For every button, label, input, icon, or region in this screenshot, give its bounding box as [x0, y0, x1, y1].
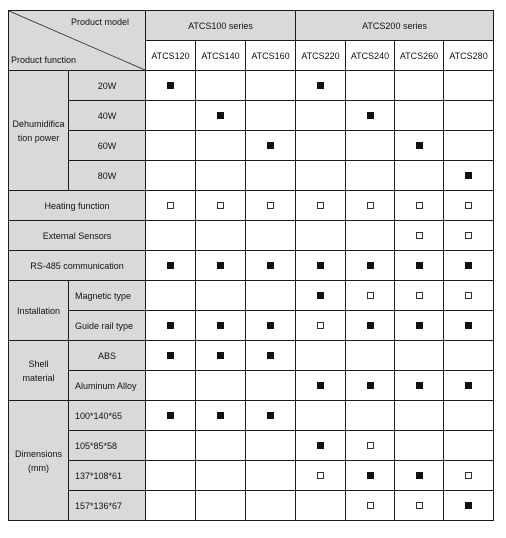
mark-cell: [444, 221, 494, 251]
filled-square-icon: [267, 142, 274, 149]
mark-cell: [444, 161, 494, 191]
filled-square-icon: [367, 262, 374, 269]
open-square-icon: [465, 232, 472, 239]
table-row: [9, 311, 494, 341]
filled-square-icon: [167, 82, 174, 89]
mark-cell: [296, 371, 346, 401]
mark-cell: [196, 341, 246, 371]
filled-square-icon: [416, 262, 423, 269]
filled-square-icon: [317, 82, 324, 89]
mark-cell: [296, 311, 346, 341]
mark-cell: [146, 161, 196, 191]
group-label-line: Shell: [28, 358, 49, 369]
open-square-icon: [465, 202, 472, 209]
mark-cell: [444, 371, 494, 401]
mark-cell: [346, 71, 395, 101]
mark-cell: [146, 101, 196, 131]
sub-function-label: 80W: [69, 161, 146, 191]
mark-cell: [196, 161, 246, 191]
mark-cell: [146, 311, 196, 341]
open-square-icon: [367, 292, 374, 299]
filled-square-icon: [217, 262, 224, 269]
mark-cell: [395, 341, 444, 371]
open-square-icon: [167, 202, 174, 209]
mark-cell: [196, 461, 246, 491]
group-label-line: Installation: [16, 305, 61, 316]
mark-cell: [296, 161, 346, 191]
table-row: [9, 491, 494, 521]
mark-cell: [346, 251, 395, 281]
mark-cell: [346, 401, 395, 431]
mark-cell: [296, 341, 346, 371]
mark-cell: [196, 371, 246, 401]
mark-cell: [395, 281, 444, 311]
filled-square-icon: [167, 412, 174, 419]
mark-cell: [395, 251, 444, 281]
group-label-line: Dimensions: [14, 448, 63, 459]
filled-square-icon: [217, 112, 224, 119]
open-square-icon: [465, 472, 472, 479]
function-label: RS-485 communication: [9, 251, 146, 281]
open-square-icon: [217, 202, 224, 209]
table-row: [9, 191, 494, 221]
mark-cell: [246, 251, 296, 281]
model-header: ATCS240: [346, 41, 395, 71]
mark-cell: [246, 281, 296, 311]
filled-square-icon: [167, 262, 174, 269]
group-label-line: material: [22, 372, 55, 383]
group-label-cell: [9, 281, 69, 341]
mark-cell: [196, 491, 246, 521]
mark-cell: [246, 131, 296, 161]
mark-cell: [196, 401, 246, 431]
filled-square-icon: [317, 382, 324, 389]
mark-cell: [246, 431, 296, 461]
model-header: ATCS160: [246, 41, 296, 71]
header-corner-cell: [9, 11, 146, 71]
mark-cell: [196, 131, 246, 161]
mark-cell: [395, 131, 444, 161]
table-row: [9, 371, 494, 401]
mark-cell: [346, 341, 395, 371]
mark-cell: [246, 491, 296, 521]
mark-cell: [296, 431, 346, 461]
mark-cell: [146, 341, 196, 371]
mark-cell: [146, 371, 196, 401]
mark-cell: [346, 491, 395, 521]
open-square-icon: [416, 232, 423, 239]
open-square-icon: [317, 322, 324, 329]
mark-cell: [444, 281, 494, 311]
series-header-atcs100: ATCS100 series: [146, 11, 296, 41]
table-row: [9, 221, 494, 251]
sub-function-label: Aluminum Alloy: [69, 371, 146, 401]
mark-cell: [296, 191, 346, 221]
filled-square-icon: [367, 322, 374, 329]
mark-cell: [346, 161, 395, 191]
group-label-line: Dehumidifica: [12, 118, 65, 129]
open-square-icon: [367, 202, 374, 209]
filled-square-icon: [217, 412, 224, 419]
mark-cell: [146, 71, 196, 101]
filled-square-icon: [465, 262, 472, 269]
series-header-atcs200: ATCS200 series: [296, 11, 494, 41]
mark-cell: [346, 101, 395, 131]
filled-square-icon: [317, 442, 324, 449]
sub-function-label: 100*140*65: [69, 401, 146, 431]
mark-cell: [346, 371, 395, 401]
mark-cell: [296, 491, 346, 521]
filled-square-icon: [317, 292, 324, 299]
sub-function-label: 157*136*67: [69, 491, 146, 521]
mark-cell: [146, 251, 196, 281]
mark-cell: [346, 191, 395, 221]
mark-cell: [196, 281, 246, 311]
filled-square-icon: [465, 172, 472, 179]
group-label-cell: [9, 401, 69, 521]
mark-cell: [146, 461, 196, 491]
mark-cell: [444, 101, 494, 131]
mark-cell: [444, 461, 494, 491]
filled-square-icon: [217, 322, 224, 329]
mark-cell: [395, 101, 444, 131]
sub-function-label: 137*108*61: [69, 461, 146, 491]
filled-square-icon: [416, 142, 423, 149]
mark-cell: [196, 251, 246, 281]
mark-cell: [444, 401, 494, 431]
mark-cell: [395, 371, 444, 401]
open-square-icon: [416, 502, 423, 509]
mark-cell: [395, 311, 444, 341]
mark-cell: [246, 341, 296, 371]
mark-cell: [395, 161, 444, 191]
mark-cell: [395, 461, 444, 491]
open-square-icon: [267, 202, 274, 209]
mark-cell: [146, 221, 196, 251]
filled-square-icon: [267, 412, 274, 419]
sub-function-label: 105*85*58: [69, 431, 146, 461]
filled-square-icon: [416, 322, 423, 329]
filled-square-icon: [317, 262, 324, 269]
sub-function-label: 20W: [69, 71, 146, 101]
mark-cell: [444, 71, 494, 101]
mark-cell: [346, 131, 395, 161]
table-row: [9, 461, 494, 491]
mark-cell: [296, 281, 346, 311]
filled-square-icon: [267, 352, 274, 359]
mark-cell: [395, 191, 444, 221]
filled-square-icon: [465, 502, 472, 509]
mark-cell: [444, 191, 494, 221]
filled-square-icon: [367, 112, 374, 119]
mark-cell: [296, 401, 346, 431]
filled-square-icon: [217, 352, 224, 359]
mark-cell: [296, 461, 346, 491]
sub-function-label: 60W: [69, 131, 146, 161]
mark-cell: [395, 221, 444, 251]
sub-function-label: ABS: [69, 341, 146, 371]
table-row: [9, 71, 494, 101]
mark-cell: [246, 161, 296, 191]
model-header: ATCS140: [196, 41, 246, 71]
open-square-icon: [465, 292, 472, 299]
mark-cell: [246, 461, 296, 491]
sub-function-label: Magnetic type: [69, 281, 146, 311]
open-square-icon: [367, 502, 374, 509]
mark-cell: [196, 101, 246, 131]
mark-cell: [346, 461, 395, 491]
table-row: [9, 161, 494, 191]
group-label-cell: [9, 341, 69, 401]
mark-cell: [146, 281, 196, 311]
product-spec-table: [8, 10, 494, 521]
mark-cell: [146, 191, 196, 221]
mark-cell: [196, 71, 246, 101]
filled-square-icon: [416, 472, 423, 479]
mark-cell: [196, 221, 246, 251]
mark-cell: [346, 221, 395, 251]
mark-cell: [196, 311, 246, 341]
mark-cell: [444, 341, 494, 371]
mark-cell: [196, 431, 246, 461]
filled-square-icon: [465, 322, 472, 329]
open-square-icon: [416, 202, 423, 209]
filled-square-icon: [167, 352, 174, 359]
open-square-icon: [416, 292, 423, 299]
model-header: ATCS280: [444, 41, 494, 71]
mark-cell: [444, 311, 494, 341]
function-label: External Sensors: [9, 221, 146, 251]
mark-cell: [196, 191, 246, 221]
mark-cell: [296, 71, 346, 101]
mark-cell: [146, 491, 196, 521]
sub-function-label: 40W: [69, 101, 146, 131]
filled-square-icon: [267, 322, 274, 329]
model-header: ATCS220: [296, 41, 346, 71]
model-header: ATCS120: [146, 41, 196, 71]
filled-square-icon: [267, 262, 274, 269]
product-function-label: Product function: [11, 55, 77, 65]
mark-cell: [246, 101, 296, 131]
function-label: Heating function: [9, 191, 146, 221]
table-row: [9, 431, 494, 461]
open-square-icon: [317, 202, 324, 209]
table-row: [9, 101, 494, 131]
mark-cell: [146, 401, 196, 431]
table-row: [9, 401, 494, 431]
mark-cell: [246, 401, 296, 431]
model-header: ATCS260: [395, 41, 444, 71]
group-label-line: (mm): [28, 462, 49, 473]
mark-cell: [444, 431, 494, 461]
group-label-line: tion power: [17, 132, 60, 143]
table-row: [9, 341, 494, 371]
mark-cell: [246, 71, 296, 101]
table-row: [9, 281, 494, 311]
mark-cell: [146, 131, 196, 161]
filled-square-icon: [465, 382, 472, 389]
filled-square-icon: [416, 382, 423, 389]
product-model-label: Product model: [70, 17, 129, 27]
mark-cell: [296, 251, 346, 281]
spec-body: [9, 71, 494, 521]
mark-cell: [296, 101, 346, 131]
mark-cell: [346, 281, 395, 311]
open-square-icon: [317, 472, 324, 479]
mark-cell: [146, 431, 196, 461]
group-label-cell: [9, 71, 69, 191]
table-row: [9, 251, 494, 281]
mark-cell: [246, 311, 296, 341]
mark-cell: [246, 371, 296, 401]
mark-cell: [444, 491, 494, 521]
mark-cell: [246, 221, 296, 251]
mark-cell: [395, 401, 444, 431]
mark-cell: [444, 131, 494, 161]
filled-square-icon: [367, 382, 374, 389]
mark-cell: [346, 311, 395, 341]
mark-cell: [346, 431, 395, 461]
filled-square-icon: [167, 322, 174, 329]
mark-cell: [395, 431, 444, 461]
mark-cell: [444, 251, 494, 281]
table-row: [9, 131, 494, 161]
open-square-icon: [367, 442, 374, 449]
mark-cell: [246, 191, 296, 221]
mark-cell: [296, 221, 346, 251]
sub-function-label: Guide rail type: [69, 311, 146, 341]
mark-cell: [395, 491, 444, 521]
mark-cell: [296, 131, 346, 161]
series-header-row: [9, 11, 494, 41]
mark-cell: [395, 71, 444, 101]
filled-square-icon: [367, 472, 374, 479]
